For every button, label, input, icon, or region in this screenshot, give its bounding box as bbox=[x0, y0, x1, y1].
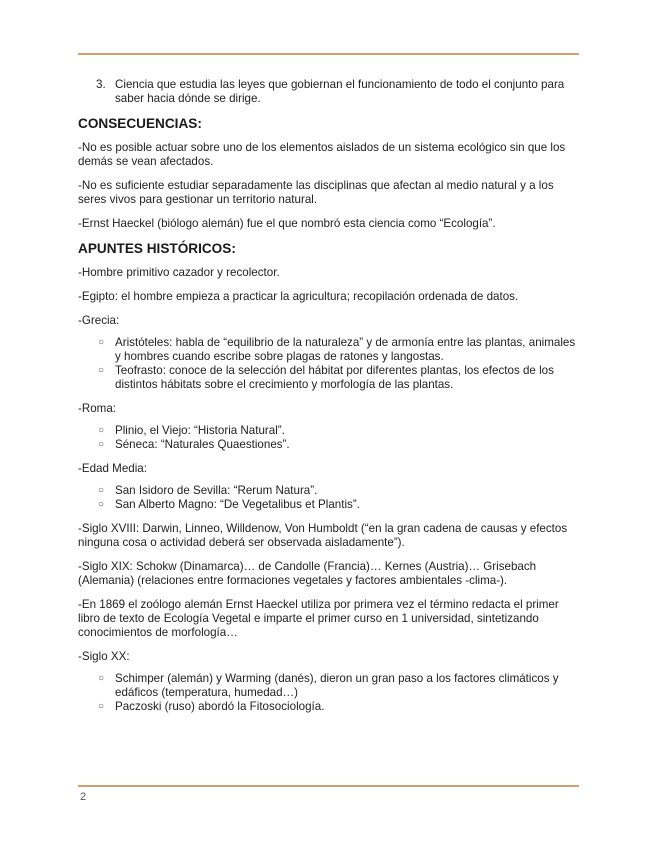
paragraph-hombre: -Hombre primitivo cazador y recolector. bbox=[78, 266, 280, 279]
paragraph-siglo-xix: -Siglo XIX: Schokw (Dinamarca)… de Candolle (Francia)… Kernes (Austria)… Grisebach (Alemania) (relaciones entre formaciones vegetales y factores ambientales -clima-). bbox=[78, 560, 537, 587]
paragraph-egipto: -Egipto: el hombre empieza a practicar la agricultura; recopilación ordenada de datos. bbox=[78, 290, 519, 303]
circle-bullet-icon: ○ bbox=[98, 485, 105, 496]
list-item: ○ San Alberto Magno: “De Vegetalibus et Plantis”. bbox=[98, 498, 360, 511]
paragraph: -No es suficiente estudiar separadamente las disciplinas que afectan al medio natural y a los seres vivos para gestionar un territorio natural. bbox=[78, 179, 554, 206]
list-number: 3. bbox=[96, 78, 106, 91]
header-rule bbox=[78, 53, 579, 55]
list-item: ○ San Isidoro de Sevilla: “Rerum Natura”. bbox=[98, 484, 318, 497]
list-item: ○ Schimper (alemán) y Warming (danés), dieron un gran paso a los factores climáticos y edáficos (temperatura, humedad…) bbox=[98, 672, 559, 699]
consecuencias-heading: CONSECUENCIAS: bbox=[78, 116, 202, 131]
list-item: ○ Teofrasto: conoce de la selección del hábitat por diferentes plantas, los efectos de los distintos hábitats sobre el crecimiento y morfología de las plantas. bbox=[98, 364, 554, 391]
list-item-text: Ciencia que estudia las leyes que gobiernan el funcionamiento de todo el conjunto para saber hacia dónde se dirige. bbox=[115, 78, 565, 105]
grecia-list bbox=[78, 336, 578, 392]
list-item bbox=[78, 78, 578, 106]
paragraph-grecia: -Grecia: bbox=[78, 314, 120, 327]
paragraph-roma: -Roma: bbox=[78, 402, 117, 415]
circle-bullet-icon: ○ bbox=[98, 499, 105, 510]
paragraph-1869: -En 1869 el zoólogo alemán Ernst Haeckel utiliza por primera vez el término redacta el primer libro de texto de Ecología Vegetal e imparte el primer curso en 1 universidad, sintetizando conocimientos de morfología… bbox=[78, 598, 559, 639]
circle-bullet-icon: ○ bbox=[98, 701, 105, 712]
list-item: ○ Plinio, el Viejo: “Historia Natural”. bbox=[98, 424, 285, 437]
list-item: ○ Paczoski (ruso) abordó la Fitosociología. bbox=[98, 700, 325, 713]
footer-rule bbox=[78, 785, 579, 787]
circle-bullet-icon: ○ bbox=[98, 673, 105, 684]
paragraph-edad-media: -Edad Media: bbox=[78, 462, 147, 475]
apuntes-heading: APUNTES HISTÓRICOS: bbox=[78, 241, 236, 256]
circle-bullet-icon: ○ bbox=[98, 425, 105, 436]
list-item: ○ Aristóteles: habla de “equilibrio de la naturaleza” y de armonía entre las plantas, animales y hombres cuando escribe sobre plagas de ratones y langostas. bbox=[98, 336, 576, 363]
paragraph-siglo-xx: -Siglo XX: bbox=[78, 650, 130, 663]
page-number: 2 bbox=[80, 791, 87, 803]
roma-list bbox=[78, 424, 578, 452]
siglo-xx-list bbox=[78, 672, 578, 714]
page-content bbox=[78, 74, 578, 724]
numbered-list bbox=[78, 78, 578, 106]
circle-bullet-icon: ○ bbox=[98, 337, 105, 348]
paragraph: -No es posible actuar sobre uno de los elementos aislados de un sistema ecológico sin que los demás se vean afectados. bbox=[78, 141, 566, 168]
circle-bullet-icon: ○ bbox=[98, 365, 105, 376]
edad-media-list bbox=[78, 484, 578, 512]
circle-bullet-icon: ○ bbox=[98, 439, 105, 450]
paragraph-siglo-xviii: -Siglo XVIII: Darwin, Linneo, Willdenow, Von Humboldt (“en la gran cadena de causas y efectos ninguna cosa o actividad deberá ser observada aisladamente”). bbox=[78, 522, 568, 549]
paragraph: -Ernst Haeckel (biólogo alemán) fue el que nombró esta ciencia como “Ecología”. bbox=[78, 217, 496, 230]
list-item: ○ Séneca: “Naturales Quaestiones”. bbox=[98, 438, 290, 451]
